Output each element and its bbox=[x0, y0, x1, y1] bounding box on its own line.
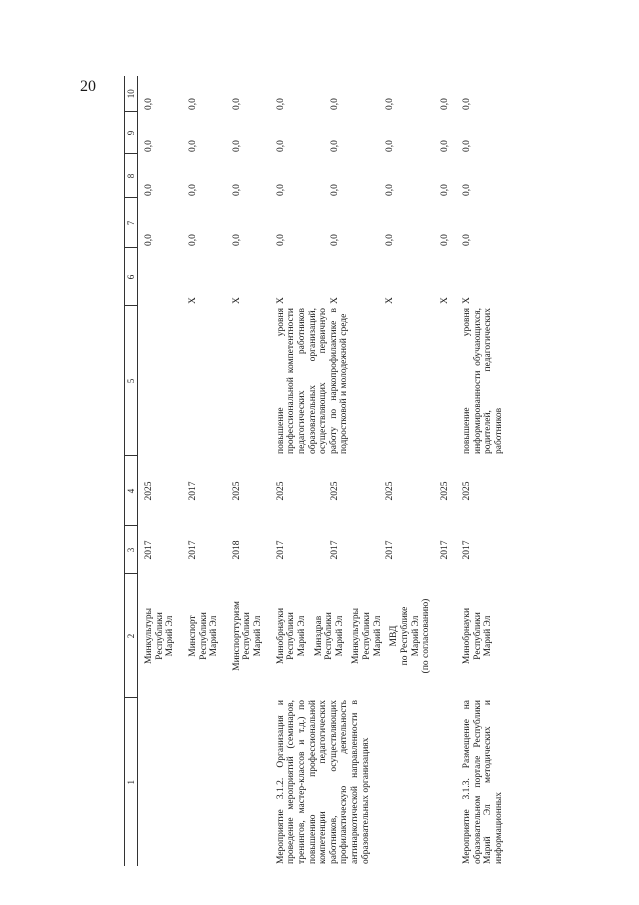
cell-col-9: 0,0 bbox=[187, 140, 198, 152]
cell-col-10: 0,0 bbox=[144, 98, 154, 110]
cell-col-10: 0,0 0,0 0,0 0,0 bbox=[275, 98, 450, 110]
cell-col-6: X bbox=[231, 297, 242, 304]
cell-measure: Мероприятие 3.1.2. Организация и проведение мероприятий (семинаров, тренингов, мастер-классов и т.д.) по повышению профессиональной компетенции педагогических работников, осуществляющих профилактическую деятельность антинаркотической направленности в образовательных организациях bbox=[275, 700, 371, 864]
header-col-1: 1 bbox=[125, 698, 138, 866]
cell-result: повышение уровня информированности обучающихся, родителей, педагогических работников bbox=[462, 308, 504, 454]
cell-col-8: 0,0 bbox=[144, 184, 154, 196]
cell-end-year: 2025 2025 2025 2025 bbox=[275, 481, 450, 501]
cell-col-7: 0,0 0,0 0,0 0,0 bbox=[275, 234, 450, 246]
cell-col-7: 0,0 bbox=[144, 234, 154, 246]
cell-executor: Минобрнауки Республики Марий Эл Минздрав Республики Марий Эл Минкультуры Республики Марий Эл МВД по Республике Марий Эл (по согласованию) bbox=[275, 598, 432, 674]
cell-executor: Минобрнауки Республики Марий Эл bbox=[462, 607, 494, 665]
cell-result bbox=[182, 306, 226, 456]
header-col-8: 8 bbox=[125, 154, 138, 198]
cell-start-year: 2018 bbox=[231, 540, 242, 560]
cell-col-6: X bbox=[187, 297, 198, 304]
cell-end-year: 2025 bbox=[144, 481, 154, 501]
cell-executor: Минспорттуризм Республики Марий Эл bbox=[231, 601, 263, 671]
header-col-6: 6 bbox=[125, 248, 138, 306]
cell-end-year: 2017 bbox=[187, 481, 198, 501]
table-row bbox=[182, 76, 226, 866]
cell-col-6: X X X X bbox=[275, 297, 450, 304]
cell-col-8: 0,0 bbox=[231, 184, 242, 196]
header-col-10: 10 bbox=[125, 76, 138, 112]
cell-col-7: 0,0 bbox=[231, 234, 242, 246]
table-row bbox=[456, 76, 511, 866]
cell-result bbox=[226, 306, 270, 456]
page-number: 20 bbox=[80, 78, 96, 95]
cell-executor: Минспорт Республики Марий Эл bbox=[187, 612, 220, 660]
table-row bbox=[270, 76, 457, 866]
cell-end-year: 2025 bbox=[231, 481, 242, 501]
cell-col-9: 0,0 bbox=[231, 140, 242, 152]
cell-col-6 bbox=[138, 248, 182, 306]
header-row bbox=[125, 76, 138, 866]
cell-measure bbox=[138, 698, 182, 866]
cell-col-10: 0,0 bbox=[187, 98, 198, 110]
header-col-3: 3 bbox=[125, 526, 138, 574]
cell-col-10: 0,0 bbox=[231, 98, 242, 110]
cell-measure bbox=[226, 698, 270, 866]
cell-executor: Минкультуры Республики Марий Эл bbox=[144, 607, 176, 665]
cell-col-6: X bbox=[462, 297, 473, 304]
cell-col-8: 0,0 0,0 0,0 0,0 bbox=[275, 184, 450, 196]
cell-start-year: 2017 2017 2017 2017 bbox=[275, 540, 450, 560]
cell-result bbox=[138, 306, 182, 456]
header-col-4: 4 bbox=[125, 456, 138, 526]
table-row bbox=[226, 76, 270, 866]
cell-start-year: 2017 bbox=[144, 540, 154, 560]
cell-col-8: 0,0 bbox=[462, 184, 473, 196]
cell-start-year: 2017 bbox=[187, 540, 198, 560]
cell-col-9: 0,0 0,0 0,0 0,0 bbox=[275, 140, 450, 152]
cell-measure: Мероприятие 3.1.3. Размещение на образовательном портале Республики Марий Эл методических и информационных bbox=[462, 700, 504, 864]
cell-col-7: 0,0 bbox=[462, 234, 473, 246]
cell-col-8: 0,0 bbox=[187, 184, 198, 196]
cell-col-7: 0,0 bbox=[187, 234, 198, 246]
cell-col-9: 0,0 bbox=[462, 140, 473, 152]
cell-col-9: 0,0 bbox=[144, 140, 154, 152]
cell-result: повышение уровня профессиональной компетентности педагогических работников образовательных организаций, осуществляющих первичную работу по наркопрофилактике в подростковой и молодежной среде bbox=[275, 308, 350, 454]
cell-col-10: 0,0 bbox=[462, 98, 473, 110]
measures-table bbox=[124, 76, 511, 866]
header-col-5: 5 bbox=[125, 306, 138, 456]
cell-end-year: 2025 bbox=[462, 481, 473, 501]
rotated-table-sheet bbox=[124, 76, 524, 866]
cell-measure bbox=[182, 698, 226, 866]
cell-start-year: 2017 bbox=[462, 540, 473, 560]
header-col-9: 9 bbox=[125, 112, 138, 154]
header-col-7: 7 bbox=[125, 198, 138, 248]
header-col-2: 2 bbox=[125, 574, 138, 698]
table-row bbox=[138, 76, 182, 866]
